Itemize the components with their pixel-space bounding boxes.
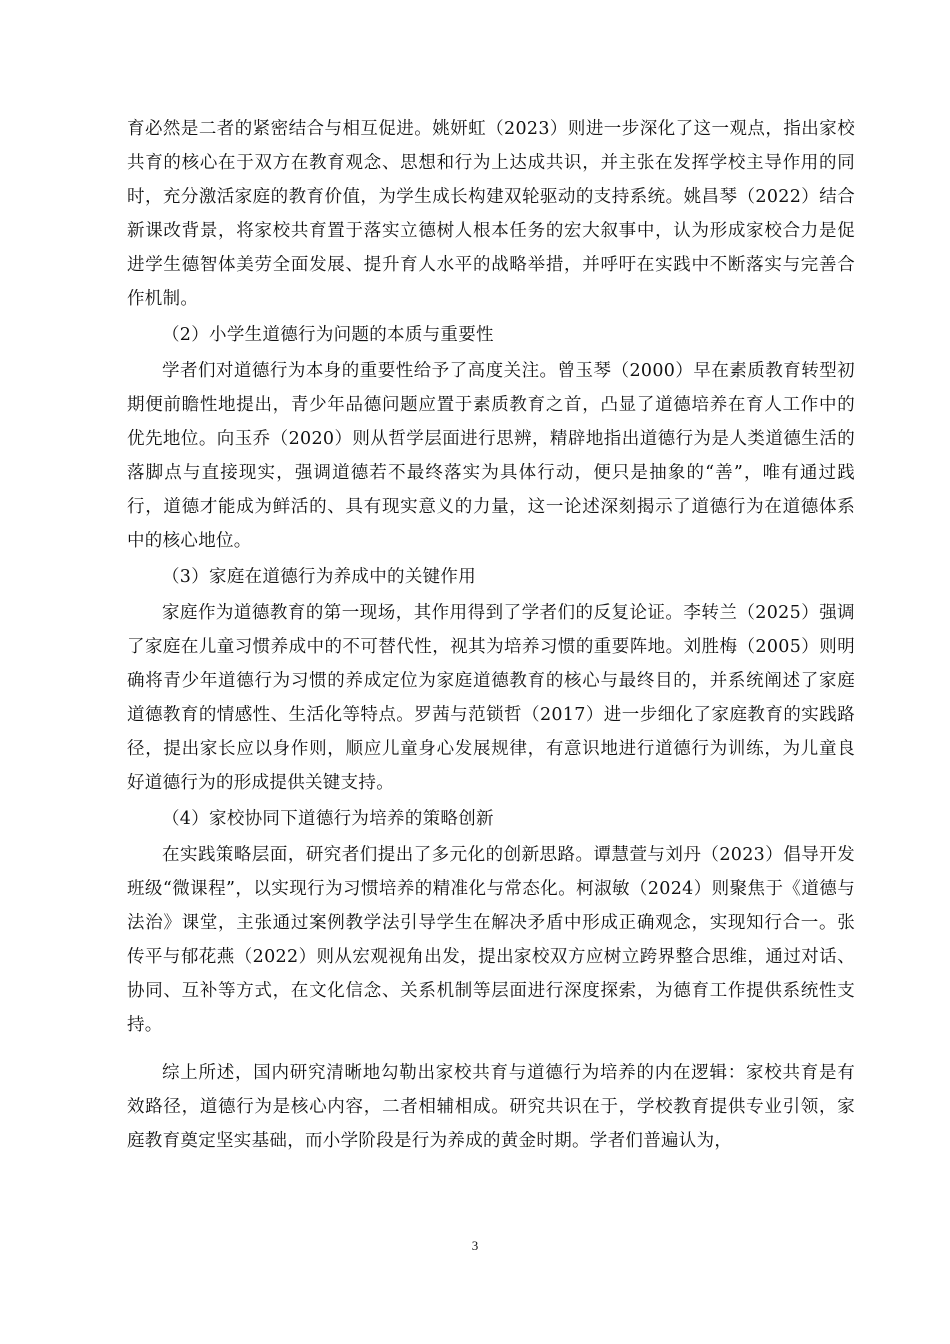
section-heading-2: （2）小学生道德行为问题的本质与重要性: [162, 325, 494, 345]
page-number: 3: [471, 1238, 479, 1253]
paragraph-moral-behavior: 学者们对道德行为本身的重要性给予了高度关注。曾玉琴（2000）早在素质教育转型初期便前瞻性地提出，青少年品德问题应置于素质教育之首，凸显了道德培养在育人工作中的优先地位。向玉乔（2020）则从哲学层面进行思辨，精辟地指出道德行为是人类道德生活的落脚点与直接现实，强调道德若不最终落实为具体行动，便只是抽象的“善”，唯有通过践行，道德才能成为鲜活的、具有现实意义的力量，这一论述深刻揭示了道德行为在道德体系中的核心地位。: [127, 361, 855, 551]
paragraph-family-role: 家庭作为道德教育的第一现场，其作用得到了学者们的反复论证。李转兰（2025）强调了家庭在儿童习惯养成中的不可替代性，视其为培养习惯的重要阵地。刘胜梅（2005）则明确将青少年道德行为习惯的养成定位为家庭道德教育的核心与最终目的，并系统阐述了家庭道德教育的情感性、生活化等特点。罗茜与范锁哲（2017）进一步细化了家庭教育的实践路径，提出家长应以身作则，顺应儿童身心发展规律，有意识地进行道德行为训练，为儿童良好道德行为的形成提供关键支持。: [127, 603, 855, 793]
paragraph-summary: 综上所述，国内研究清晰地勾勒出家校共育与道德行为培养的内在逻辑：家校共育是有效路径，道德行为是核心内容，二者相辅相成。研究共识在于，学校教育提供专业引领，家庭教育奠定坚实基础，而小学阶段是行为养成的黄金时期。学者们普遍认为，: [127, 1063, 855, 1151]
body-text: [127, 112, 855, 1158]
section-heading-3: （3）家庭在道德行为养成中的关键作用: [162, 567, 477, 587]
paragraph-continuation: 育必然是二者的紧密结合与相互促进。姚妍虹（2023）则进一步深化了这一观点，指出家校共育的核心在于双方在教育观念、思想和行为上达成共识，并主张在发挥学校主导作用的同时，充分激活家庭的教育价值，为学生成长构建双轮驱动的支持系统。姚昌琴（2022）结合新课改背景，将家校共育置于落实立德树人根本任务的宏大叙事中，认为形成家校合力是促进学生德智体美劳全面发展、提升育人水平的战略举措，并呼吁在实践中不断落实与完善合作机制。: [127, 119, 855, 309]
section-heading-4: （4）家校协同下道德行为培养的策略创新: [162, 809, 494, 829]
paragraph-strategy-innovation: 在实践策略层面，研究者们提出了多元化的创新思路。谭慧萱与刘丹（2023）倡导开发班级“微课程”，以实现行为习惯培养的精准化与常态化。柯淑敏（2024）则聚焦于《道德与法治》课堂，主张通过案例教学法引导学生在解决矛盾中形成正确观念，实现知行合一。张传平与郁花燕（2022）则从宏观视角出发，提出家校双方应树立跨界整合思维，通过对话、协同、互补等方式，在文化信念、关系机制等层面进行深度探索，为德育工作提供系统性支持。: [127, 845, 855, 1035]
